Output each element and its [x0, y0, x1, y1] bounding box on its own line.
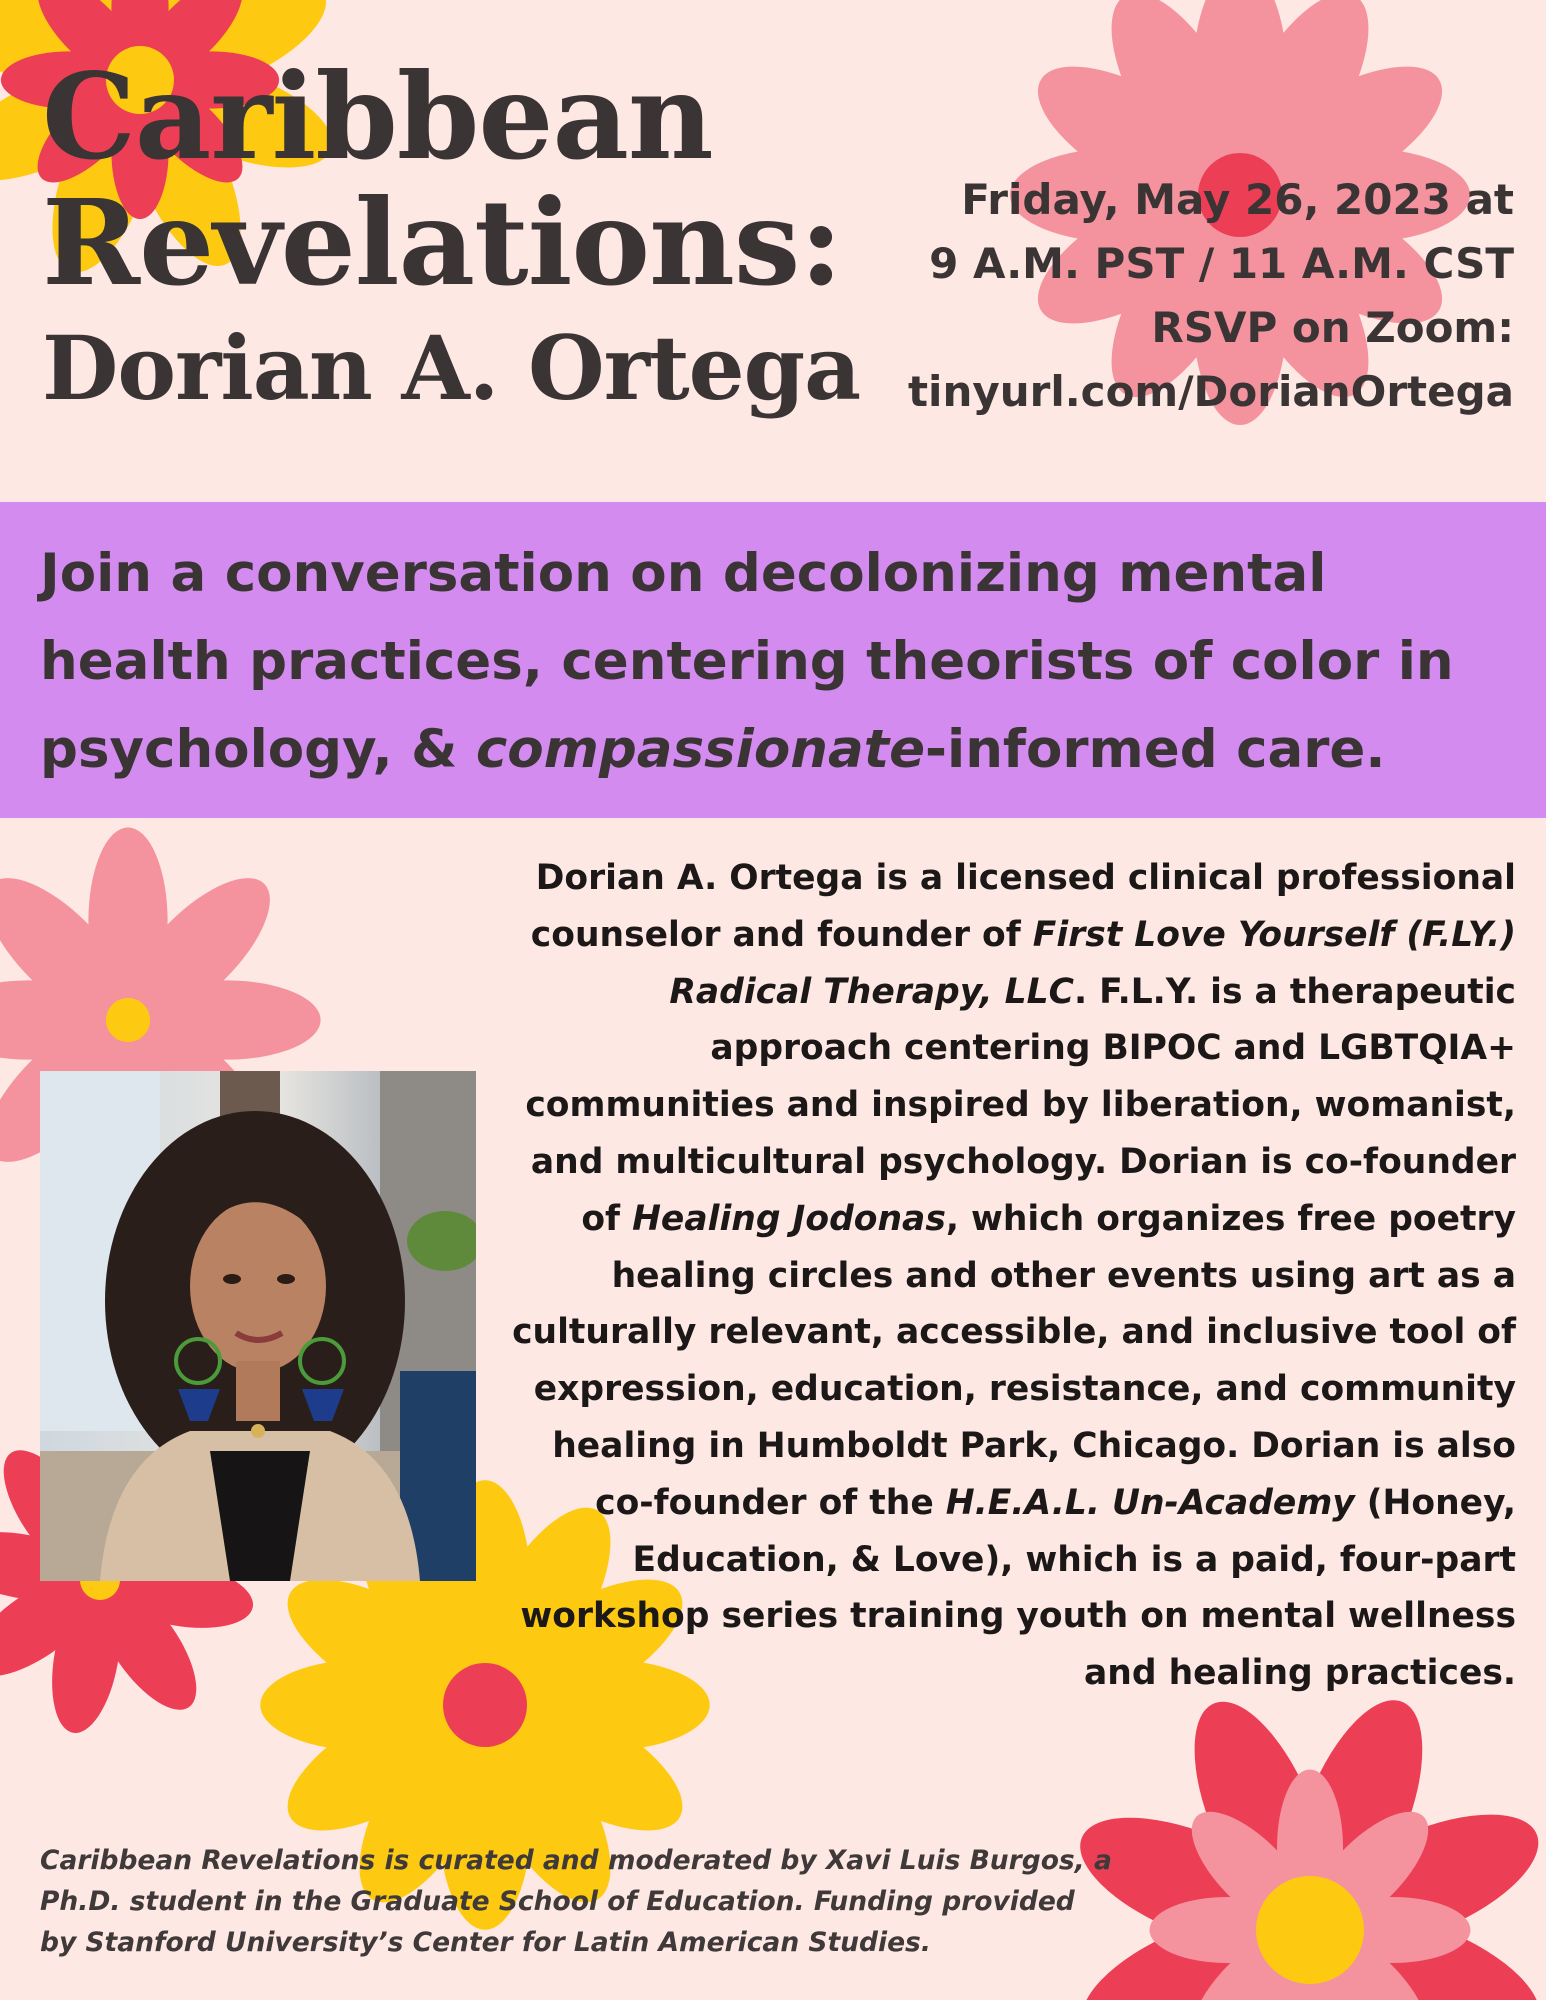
banner-text-main: Join a conversation on decolonizing mental health practices, centering theorists of color in psychology, &	[40, 543, 1454, 780]
banner-text	[40, 530, 1520, 794]
bio-company: First Love Yourself (F.LY.) Radical Therapy, LLC	[669, 914, 1516, 1012]
event-title	[42, 47, 861, 420]
title-line-1: Caribbean	[42, 47, 713, 186]
description-banner	[0, 502, 1546, 818]
banner-text-end: -informed care.	[925, 719, 1386, 780]
speaker-bio	[496, 850, 1516, 1702]
rsvp-label: RSVP on Zoom:	[1151, 303, 1514, 352]
title-line-2: Revelations:	[42, 173, 842, 312]
rsvp-link[interactable]: tinyurl.com/DorianOrtega	[907, 367, 1514, 416]
bio-part-4: (Honey, Education, & Love), which is a paid, four-part workshop series training youth on mental wellness and healing practices.	[520, 1482, 1516, 1694]
credits-footer	[40, 1840, 1120, 1963]
footer-text: Caribbean Revelations is curated and moderated by Xavi Luis Burgos, a Ph.D. student in the Graduate School of Education. Funding provided by Stanford University’s Center for Latin American Studies.	[40, 1845, 1112, 1958]
event-date: Friday, May 26, 2023 at	[961, 175, 1514, 224]
bio-part-3: , which organizes free poetry healing circles and other events using art as a culturally relevant, accessible, and inclusive tool of expression, education, resistance, and community healing in Humboldt Park, Chicago. Dorian is also co-founder of the	[512, 1198, 1516, 1523]
bio-academy: H.E.A.L. Un-Academy	[945, 1482, 1355, 1523]
bio-text	[496, 850, 1516, 1702]
bio-part-2: . F.L.Y. is a therapeutic approach centering BIPOC and LGBTQIA+ communities and inspired by liberation, womanist, and multicultural psychology. Dorian is co-founder of	[525, 971, 1516, 1239]
speaker-photo	[40, 1071, 476, 1581]
bio-part-1: Dorian A. Ortega is a licensed clinical professional counselor and founder of	[530, 858, 1516, 955]
speaker-name-title: Dorian A. Ortega	[42, 316, 861, 420]
event-details	[794, 168, 1514, 424]
event-time: 9 A.M. PST / 11 A.M. CST	[929, 239, 1514, 288]
banner-emphasis: compassionate	[475, 719, 926, 780]
bio-org: Healing Jodonas	[632, 1198, 946, 1239]
